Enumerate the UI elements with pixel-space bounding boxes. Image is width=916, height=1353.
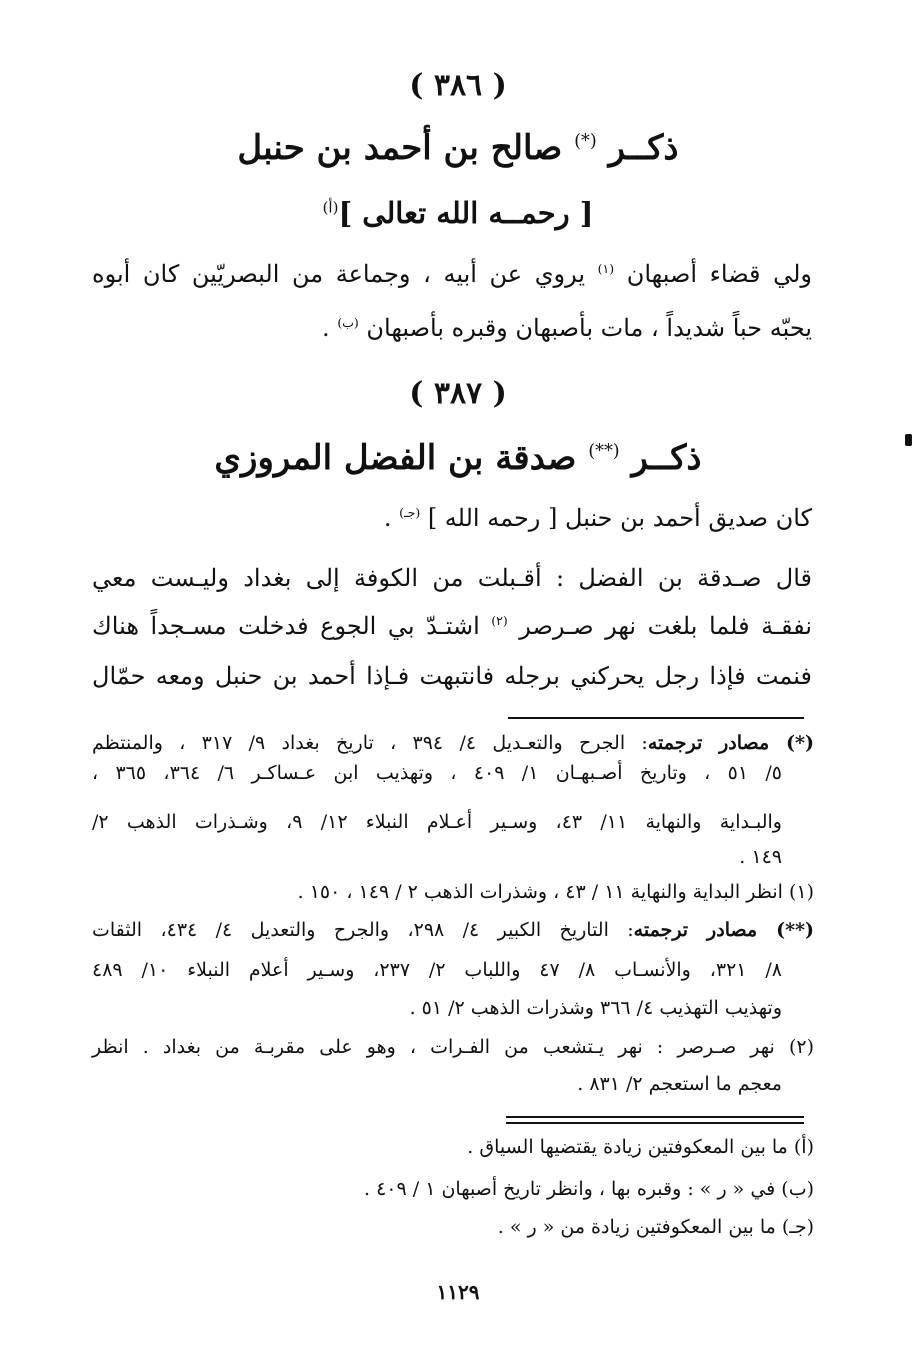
body-line — [92, 614, 812, 638]
text-segment: كان صديق أحمد بن حنبل [ رحمه الله ] — [420, 504, 812, 532]
footnote-text: وتهذيب التهذيب ٤/ ٣٦٦ وشذرات الذهب ٢/ ٥١ . — [409, 997, 782, 1019]
footnote-label: (**) مصادر ترجمته — [633, 919, 814, 941]
variant-marker: (أ) — [322, 198, 339, 217]
footnote-line — [92, 734, 814, 753]
footnote-marker: (*) — [574, 131, 597, 152]
text-segment: يحبّه حباً شديداً ، مات بأصبهان وقبره بأصبهان — [358, 314, 812, 342]
footnote-marker: (**) — [588, 441, 620, 462]
footnote-label: (*) مصادر ترجمته — [647, 732, 814, 754]
person-name: صدقة بن الفضل المروزي — [214, 438, 577, 478]
body-line — [92, 316, 812, 340]
footnote-label: (١) — [788, 881, 814, 903]
footnote-line — [92, 813, 782, 832]
variant-note: (جـ) ما بين المعكوفتين زيادة من « ر » . — [497, 1216, 814, 1238]
text-segment: فنمت فإذا رجل يحركني برجله فانتبهت فـإذا أحمد بن حنبل ومعه حمّال — [92, 662, 812, 690]
subtitle-text: [ رحمــه الله تعالى ] — [338, 196, 594, 230]
variant-note: (أ) ما بين المعكوفتين زيادة يقتضيها السياق . — [467, 1136, 814, 1158]
footnote-line — [92, 1038, 814, 1057]
footnote-text: ٥/ ٥١ ، وتاريخ أصـبهـان ١/ ٤٠٩ ، وتهذيب ابن عـساكـر ٦/ ٣٦٤، ٣٦٥ ، — [92, 762, 782, 784]
text-segment: ولي قضاء أصبهان — [614, 260, 813, 288]
footnote-marker: (٢) — [491, 613, 508, 628]
text-segment: اشتـدّ بي الجوع فدخلت مسـجداً هناك — [92, 612, 492, 640]
footnote-line — [92, 848, 782, 867]
footnote-marker: (١) — [597, 261, 615, 276]
body-line — [92, 664, 812, 688]
variant-separator-bottom — [506, 1122, 804, 1124]
variant-marker: (ب) — [337, 315, 359, 330]
text-segment: . — [322, 314, 338, 342]
footnote-text: انظر البداية والنهاية ١١ / ٤٣ ، وشذرات الذهب ٢ / ١٤٩ ، ١٥٠ . — [297, 881, 789, 903]
body-line — [92, 566, 812, 590]
footnote-text: : الجرح والتعـديل ٤/ ٣٩٤ ، تاريخ بغداد ٩/ ٣١٧ ، والمنتظم — [92, 732, 648, 754]
text-segment: . — [383, 504, 400, 532]
footnote-label: (٢) — [788, 1036, 814, 1058]
intro-line — [92, 506, 812, 530]
footnote-separator — [508, 717, 804, 719]
variant-marker: (جـ) — [399, 505, 421, 520]
footnote-line — [92, 961, 782, 980]
footnote-line — [92, 764, 782, 783]
entry-number-387: ( ٣٨٧ ) — [409, 376, 507, 411]
entry-subtitle-386 — [0, 196, 916, 230]
footnote-line — [92, 1075, 782, 1094]
page-number: ١١٢٩ — [436, 1280, 480, 1304]
variant-separator-top — [506, 1116, 804, 1118]
entry-title-386 — [0, 128, 916, 168]
footnote-text: معجم ما استعجم ٢/ ٨٣١ . — [577, 1073, 782, 1095]
person-name: صالح بن أحمد بن حنبل — [237, 128, 563, 168]
footnote-text: : التاريخ الكبير ٤/ ٢٩٨، والجرح والتعديل ٤/ ٤٣٤، الثقات — [92, 919, 634, 941]
variant-note: (ب) في « ر » : وقبره بها ، وانظر تاريخ أصبهان ١ / ٤٠٩ . — [363, 1178, 814, 1200]
footnote-line — [92, 999, 782, 1018]
body-line — [92, 262, 812, 286]
text-segment: يروي عن أبيه ، وجماعة من البصريّين كان أبوه — [92, 260, 598, 288]
title-word: ذكــر — [631, 438, 702, 478]
scan-edge-mark — [905, 434, 912, 446]
text-segment: نفقـة فلما بلغت نهر صـرصر — [507, 612, 812, 640]
footnote-text: ٨/ ٣٢١، والأنسـاب ٨/ ٤٧ واللباب ٢/ ٢٣٧، وسـير أعلام النبلاء ١٠/ ٤٨٩ — [92, 959, 783, 981]
footnote-text: نهر صـرصر : نهر يـتشعب من الفـرات ، وهو على مقربـة من بغداد . انظر — [92, 1036, 789, 1058]
footnote-text: ١٤٩ . — [739, 846, 782, 868]
entry-number-386: ( ٣٨٦ ) — [409, 68, 507, 103]
footnote-text: والبـداية والنهاية ١١/ ٤٣، وسـير أعـلام النبلاء ١٢/ ٩، وشـذرات الذهب ٢/ — [92, 811, 782, 833]
footnote-line — [92, 883, 814, 902]
text-segment: قال صـدقة بن الفضل : أقـبلت من الكوفة إلى بغداد وليـست معي — [92, 564, 812, 592]
entry-title-387 — [0, 438, 916, 478]
footnote-line — [92, 921, 814, 940]
title-word: ذكــر — [608, 128, 679, 168]
